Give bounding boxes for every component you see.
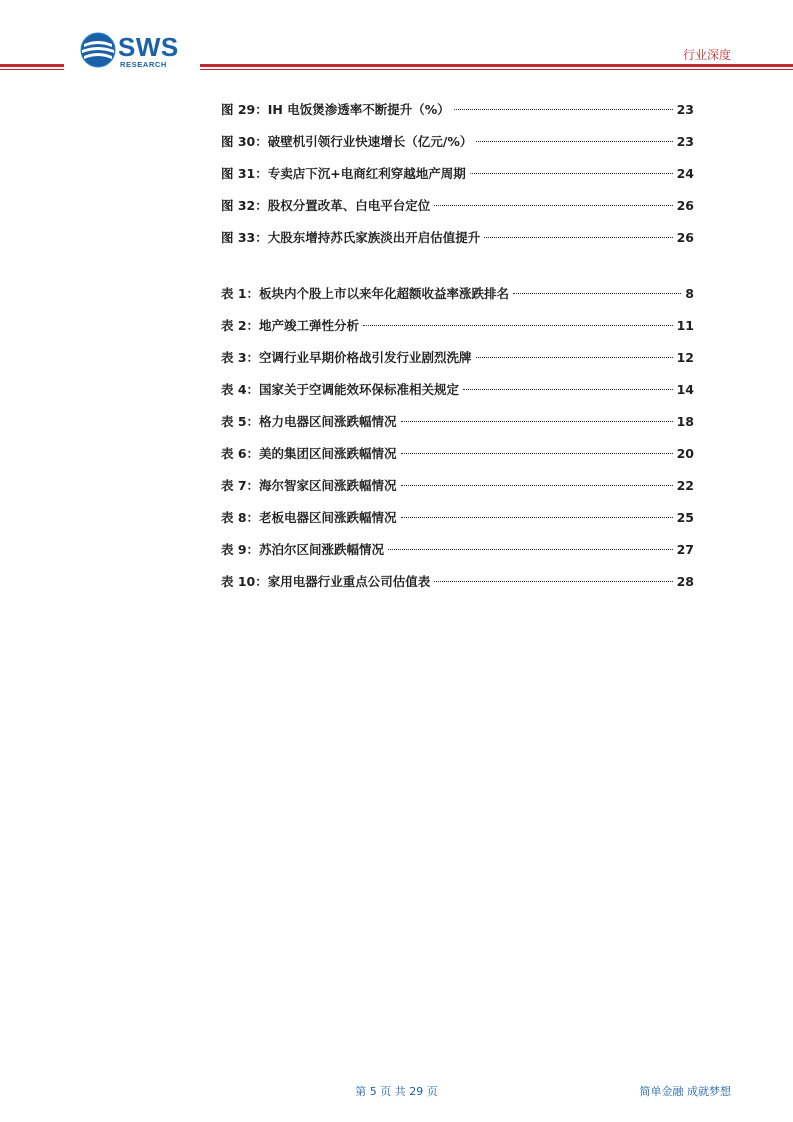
toc-entry-table[interactable] <box>221 316 694 348</box>
toc-entry-table[interactable] <box>221 508 694 540</box>
toc-entry-label: 表 6：美的集团区间涨跌幅情况 <box>221 446 397 461</box>
toc-entry-figure[interactable] <box>221 132 694 164</box>
report-category: 行业深度 <box>682 48 731 62</box>
toc-entry-page: 26 <box>676 230 694 245</box>
dot-leader <box>388 548 673 550</box>
toc-entry-label: 图 30：破壁机引领行业快速增长（亿元/%） <box>221 134 473 149</box>
toc-entry-table[interactable] <box>221 348 694 380</box>
toc-entry-label: 图 31：专卖店下沉+电商红利穿越地产周期 <box>221 166 466 181</box>
dot-leader <box>401 484 673 486</box>
logo-wordmark: SWS <box>118 32 179 62</box>
toc-entry-page: 26 <box>676 198 694 213</box>
toc-entry-page: 27 <box>676 542 694 557</box>
figures-list <box>221 100 694 260</box>
toc-entry-table[interactable] <box>221 412 694 444</box>
header-rule-left-thin <box>0 69 64 70</box>
logo-subtext: RESEARCH <box>120 60 167 69</box>
toc-entry-figure[interactable] <box>221 228 694 260</box>
toc-entry-label: 表 5：格力电器区间涨跌幅情况 <box>221 414 397 429</box>
toc-entry-page: 22 <box>676 478 694 493</box>
footer-slogan: 简单金融 成就梦想 <box>639 1085 731 1098</box>
tables-list <box>221 284 694 604</box>
toc-entry-label: 表 9：苏泊尔区间涨跌幅情况 <box>221 542 385 557</box>
toc-entry-table[interactable] <box>221 572 694 604</box>
toc-entry-page: 23 <box>676 134 694 149</box>
toc-entry-figure[interactable] <box>221 196 694 228</box>
toc-entry-page: 25 <box>676 510 694 525</box>
toc-entry-page: 28 <box>676 574 694 589</box>
toc-entry-figure[interactable] <box>221 164 694 196</box>
dot-leader <box>476 140 672 142</box>
toc-entry-figure[interactable] <box>221 100 694 132</box>
toc-entry-label: 图 29：IH 电饭煲渗透率不断提升（%） <box>221 102 450 117</box>
toc-entry-label: 图 32：股权分置改革、白电平台定位 <box>221 198 431 213</box>
toc-entry-label: 表 7：海尔智家区间涨跌幅情况 <box>221 478 397 493</box>
toc-entry-page: 8 <box>685 286 694 301</box>
toc-entry-label: 表 8：老板电器区间涨跌幅情况 <box>221 510 397 525</box>
toc-entry-page: 12 <box>676 350 694 365</box>
dot-leader <box>434 580 672 582</box>
toc-entry-table[interactable] <box>221 284 694 316</box>
sws-research-logo <box>80 32 190 72</box>
dot-leader <box>484 236 672 238</box>
toc-entry-label: 表 10：家用电器行业重点公司估值表 <box>221 574 431 589</box>
dot-leader <box>434 204 672 206</box>
dot-leader <box>463 388 673 390</box>
header-rule-right <box>200 64 793 67</box>
toc-entry-label: 图 33：大股东增持苏氏家族淡出开启估值提升 <box>221 230 481 245</box>
page-header <box>0 0 793 80</box>
toc-entry-page: 20 <box>676 446 694 461</box>
toc-entry-label: 表 2：地产竣工弹性分析 <box>221 318 360 333</box>
toc-entry-label: 表 1：板块内个股上市以来年化超额收益率涨跌排名 <box>221 286 510 301</box>
toc-entry-table[interactable] <box>221 380 694 412</box>
header-rule-left <box>0 64 64 67</box>
toc-entry-table[interactable] <box>221 476 694 508</box>
toc-entry-page: 14 <box>676 382 694 397</box>
toc-entry-table[interactable] <box>221 540 694 572</box>
header-rule-right-thin <box>200 69 793 70</box>
dot-leader <box>470 172 673 174</box>
dot-leader <box>454 108 673 110</box>
dot-leader <box>401 516 673 518</box>
toc-entry-label: 表 3：空调行业早期价格战引发行业剧烈洗牌 <box>221 350 472 365</box>
page-indicator: 第 5 页 共 29 页 <box>355 1085 438 1098</box>
toc-entry-page: 24 <box>676 166 694 181</box>
dot-leader <box>401 420 673 422</box>
dot-leader <box>513 292 681 294</box>
sws-globe-icon <box>80 32 116 68</box>
toc-entry-page: 23 <box>676 102 694 117</box>
toc-entry-page: 11 <box>676 318 694 333</box>
dot-leader <box>363 324 673 326</box>
toc-entry-label: 表 4：国家关于空调能效环保标准相关规定 <box>221 382 460 397</box>
toc-entry-page: 18 <box>676 414 694 429</box>
dot-leader <box>476 356 673 358</box>
dot-leader <box>401 452 673 454</box>
toc-entry-table[interactable] <box>221 444 694 476</box>
